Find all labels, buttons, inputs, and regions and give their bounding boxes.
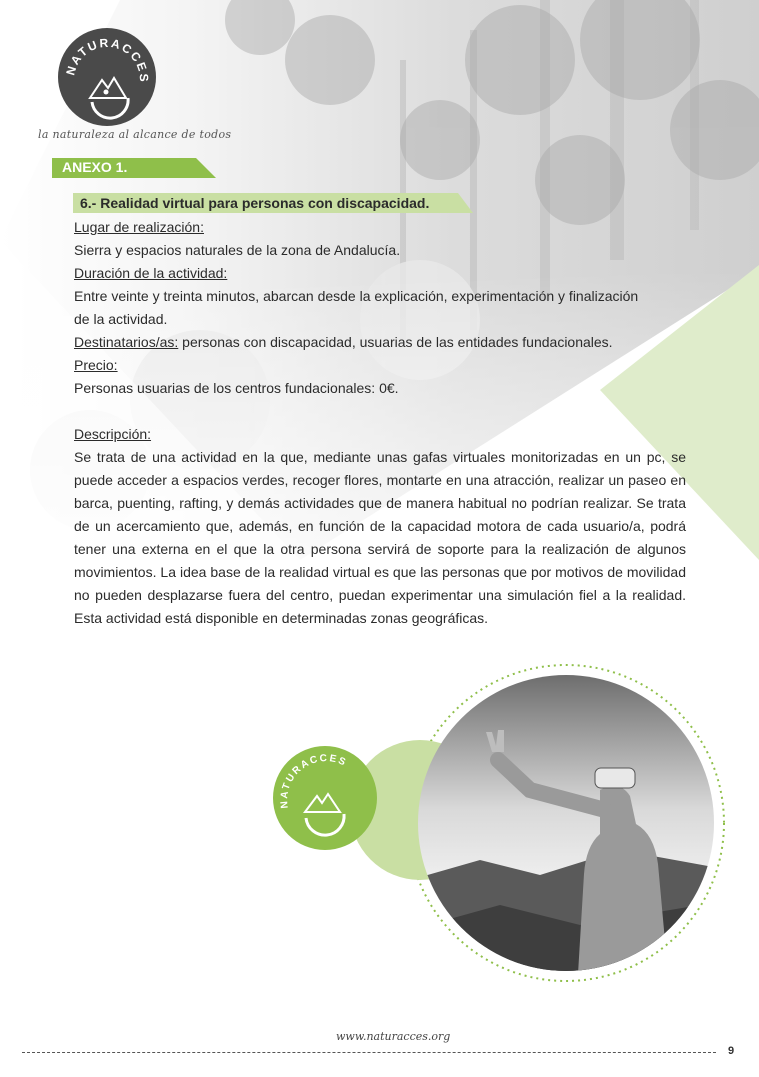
duracion-value-1: Entre veinte y treinta minutos, abarcan desde la explicación, experimentación y finalización [74, 288, 639, 304]
descripcion-value: Se trata de una actividad en la que, mediante unas gafas virtuales monitorizadas en un pc, se puede acceder a espacios verdes, recoger flores, montarte en una atracción, realizar un paseo en barca, puenting, rafting, y demás actividades que de manera habitual no podrían realizar. Se trata de un acercamiento que, además, en función de la capacidad motora de cada usuario/a, podrá tener una externa en el que la otra persona servirá de soporte para la realización de algunos movimientos. La idea base de la realidad virtual es que las personas que por motivos de movilidad no pueden desplazarse fuera del centro, puedan experimentar una simulación fiel a la realidad. Esta actividad está disponible en determinadas zonas geográficas. [74, 449, 686, 626]
svg-text:NATURACCES: NATURACCES [278, 753, 349, 809]
lugar-value: Sierra y espacios naturales de la zona de Andalucía. [74, 242, 401, 258]
annex-label: ANEXO 1. [62, 159, 128, 175]
duracion-value-2: de la actividad. [74, 311, 168, 327]
logo-mountain-icon [58, 28, 156, 126]
destinatarios-value: personas con discapacidad, usuarias de las entidades fundacionales. [178, 334, 613, 350]
vr-photo [410, 670, 730, 980]
page-number: 9 [728, 1045, 735, 1057]
tagline: la naturaleza al alcance de todos [38, 128, 232, 141]
precio-value: Personas usuarias de los centros fundacionales: 0€. [74, 380, 399, 396]
bottom-illustration [0, 660, 759, 990]
footer-divider [22, 1052, 716, 1053]
descripcion-label: Descripción: [74, 426, 152, 442]
section-title: 6.- Realidad virtual para personas con discapacidad. [80, 195, 430, 211]
duracion-label: Duración de la actividad: [74, 265, 228, 281]
naturacces-logo [58, 28, 156, 126]
destinatarios-label: Destinatarios/as: [74, 334, 179, 350]
lugar-label: Lugar de realización: [74, 219, 204, 235]
svg-text:NATURACCES: NATURACCES [63, 35, 152, 84]
activity-details [74, 216, 686, 630]
footer-url[interactable]: www.naturacces.org [336, 1030, 451, 1043]
precio-label: Precio: [74, 357, 118, 373]
